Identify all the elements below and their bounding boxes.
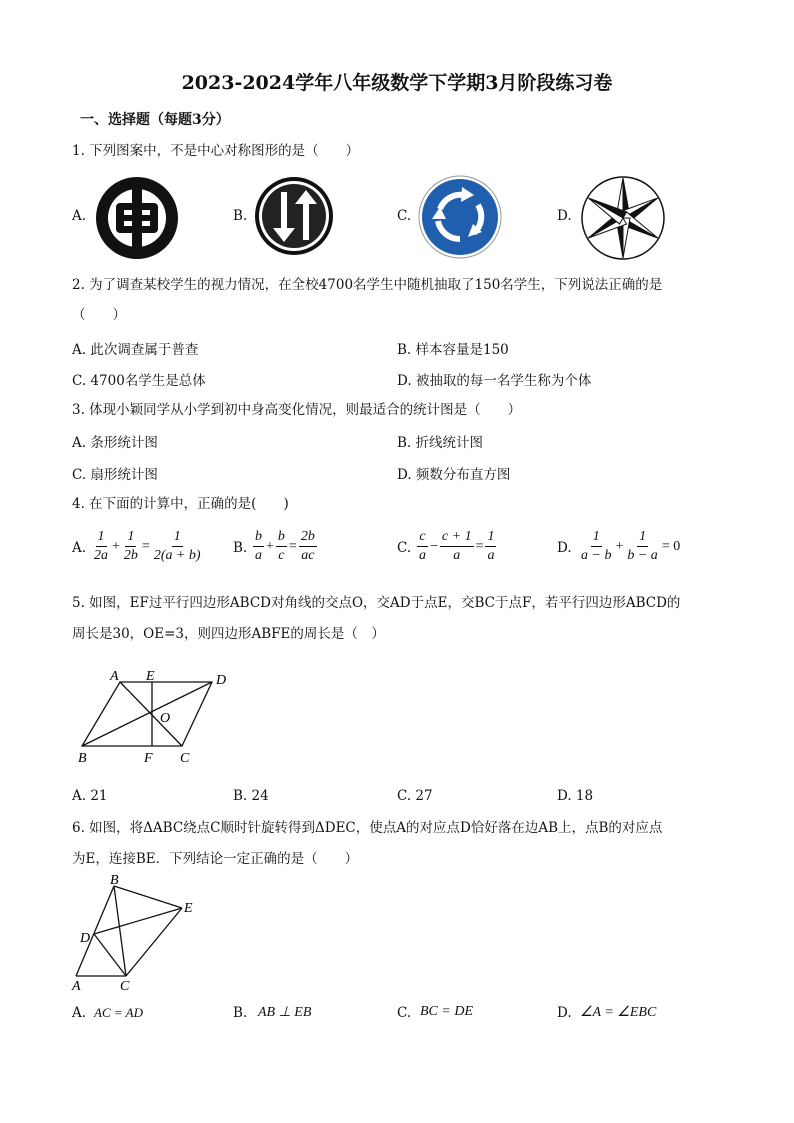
equals: = (288, 538, 297, 554)
q4-label-c: C. (397, 540, 412, 556)
frac-num: 1 (637, 529, 648, 547)
q1-label-d: D. (557, 208, 572, 224)
frac-den: a (487, 548, 495, 563)
frac-den: 2a (94, 548, 108, 563)
q4-expression-d (579, 529, 680, 564)
q4-label-a: A. (72, 540, 87, 556)
frac-den: ac (301, 548, 315, 563)
q4-stem: 4. 在下面的计算中，正确的是( ) (72, 496, 289, 512)
q4-label-b: B. (233, 540, 248, 556)
q5-stem-line2: 周长是30，OE=3，则四边形ABFE的周长是（ ） (72, 626, 385, 642)
q1-label-b: B. (233, 208, 248, 224)
six-point-star-icon (580, 175, 666, 261)
frac-num: 1 (591, 529, 602, 547)
rotated-triangle-figure (66, 872, 206, 994)
frac-num: b (276, 529, 287, 547)
q6-label-b: B. (233, 1005, 248, 1021)
q3-option-a: A. 条形统计图 (72, 435, 158, 451)
q6-stem-line2: 为E，连接BE．下列结论一定正确的是（ ） (72, 851, 359, 867)
q2-option-b: B. 样本容量是150 (397, 342, 509, 358)
q2-stem-line1: 2. 为了调查某校学生的视力情况，在全校4700名学生中随机抽取了150名学生，下列说法正确的是 (72, 277, 663, 293)
q4-label-d: D. (557, 540, 572, 556)
point-label-e: E (146, 669, 155, 684)
q6-option-d: ∠A = ∠EBC (580, 1005, 657, 1020)
q6-label-c: C. (397, 1005, 412, 1021)
operator: + (266, 538, 274, 554)
section-heading: 一、选择题（每题3分） (80, 112, 230, 128)
frac-num: c (417, 529, 427, 547)
operator: + (112, 538, 120, 554)
equals: = 0 (661, 538, 681, 554)
roundabout-sign-icon (418, 175, 502, 259)
q4-expression-c (417, 529, 496, 564)
frac-den: a (255, 548, 262, 563)
q2-option-c: C. 4700名学生是总体 (72, 373, 206, 389)
point-label-o: O (160, 711, 171, 726)
q1-label-a: A. (72, 208, 87, 224)
q1-label-c: C. (397, 208, 412, 224)
two-way-arrows-sign-icon (254, 176, 334, 256)
q2-option-d: D. 被抽取的每一名学生称为个体 (397, 373, 592, 389)
frac-den: 2b (123, 548, 138, 563)
frac-num: b (253, 529, 264, 547)
q3-option-d: D. 频数分布直方图 (397, 467, 511, 483)
q3-option-b: B. 折线统计图 (397, 435, 484, 451)
q5-option-c: C. 27 (397, 788, 433, 804)
q1-stem: 1. 下列图案中，不是中心对称图形的是（ ） (72, 143, 360, 159)
frac-den: 2(a + b) (153, 548, 201, 563)
point-label-c: C (120, 979, 130, 994)
frac-den: c (278, 548, 285, 563)
point-label-e: E (184, 901, 193, 916)
q2-stem-line2: （ ） (72, 307, 126, 323)
frac-num: 1 (96, 529, 107, 547)
frac-num: 1 (172, 529, 183, 547)
q6-stem-line1: 6. 如图，将ΔABC绕点C顺时针旋转得到ΔDEC，使点A的对应点D恰好落在边AB上，点B的对应点 (72, 820, 663, 836)
frac-den: a − b (581, 548, 612, 563)
point-label-b: B (78, 751, 87, 766)
equals: = (141, 538, 150, 554)
point-label-f: F (144, 751, 153, 766)
q5-stem-line1: 5. 如图，EF过平行四边形ABCD对角线的交点O，交AD于点E，交BC于点F，若平行四边形ABCD的 (72, 595, 681, 611)
operator: − (430, 538, 438, 554)
q4-expression-b (253, 529, 317, 564)
point-label-d: D (216, 673, 227, 688)
q6-label-d: D. (557, 1005, 572, 1021)
point-label-d: D (80, 931, 91, 946)
q5-option-a: A. 21 (72, 788, 108, 804)
q5-option-b: B. 24 (233, 788, 269, 804)
q6-option-b: AB ⊥ EB (258, 1005, 312, 1020)
parallelogram-figure (72, 664, 242, 770)
operator: + (615, 538, 624, 554)
coin-symbol-icon (94, 175, 180, 261)
q2-option-a: A. 此次调查属于普查 (72, 342, 199, 358)
frac-den: b − a (627, 548, 658, 563)
equals: = (475, 538, 484, 554)
q4-expression-a (92, 529, 203, 564)
point-label-a: A (72, 979, 81, 994)
point-label-b: B (110, 873, 119, 888)
q3-stem: 3. 体现小颖同学从小学到初中身高变化情况，则最适合的统计图是（ ） (72, 402, 522, 418)
frac-num: 1 (485, 529, 496, 547)
frac-num: 2b (299, 529, 317, 547)
frac-den: a (453, 548, 461, 563)
q6-option-a: AC = AD (94, 1005, 143, 1020)
point-label-c: C (180, 751, 190, 766)
q6-label-a: A. (72, 1005, 87, 1021)
page-title: 2023-2024学年八年级数学下学期3月阶段练习卷 (181, 72, 613, 94)
frac-den: a (419, 548, 426, 563)
q3-option-c: C. 扇形统计图 (72, 467, 158, 483)
frac-num: 1 (125, 529, 136, 547)
frac-num: c + 1 (440, 529, 474, 547)
point-label-a: A (110, 669, 119, 684)
q5-option-d: D. 18 (557, 788, 594, 804)
q6-option-c: BC = DE (420, 1004, 473, 1019)
